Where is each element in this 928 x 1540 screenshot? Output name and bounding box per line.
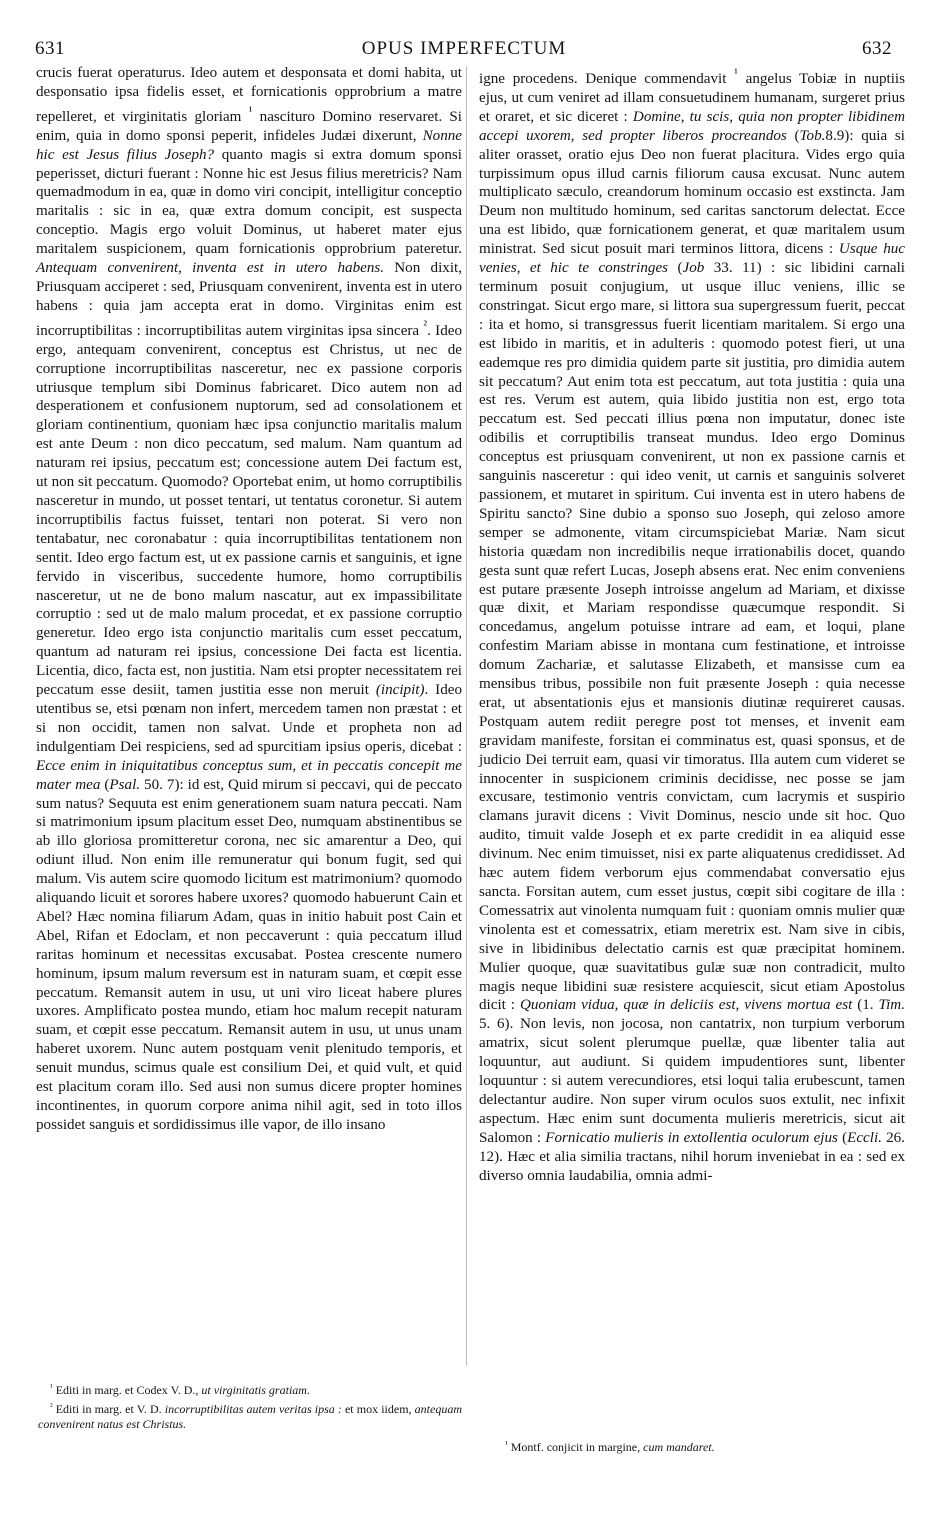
quote-antequam-convenirent: Antequam convenirent, inventa est in utero habens.	[36, 260, 385, 277]
left-footnotes	[38, 1380, 462, 1433]
footnote-r1: $^{^1}$ Montf. conjicit in margine, cum mandaret.	[505, 1439, 715, 1454]
running-title: OPUS IMPERFECTUM	[361, 38, 567, 59]
left-column	[36, 64, 462, 1135]
citation-eccli: Eccli.	[847, 1129, 882, 1146]
citation-tim: Tim.	[878, 997, 905, 1014]
left-page-number: 631	[35, 38, 65, 59]
right-page-number: 632	[862, 38, 892, 59]
left-column-text: crucis fuerat operaturus. Ideo autem et desponsata et domi habita, ut desponsatio ipsa fidelis esset, et fornicationis opprobrium a matre repelleret, et virginitatis gloriam $^{^1}$ nasciturо Domino reservaret. Si enim, quia in domo sponsi peperit, infideles Judæi dixerunt, Nonne hic est Jesus filius Joseph? quanto magis si extra domum sponsi peperisset, dicturi fuerant : Nonne hic est Jesus filius meretricis? Nam quemadmodum in ea, quæ in domo viri concipit, intelligitur conceptio maritalis : sic in ea, quæ extra domum concipit, est suspecta conceptio. Magis ergo voluit Dominus, ut haberet mater ejus maritalem suspicionem, quam fornicationis opprobrium pateretur. Antequam convenirent, inventa est in utero habens. Non dixit, Priusquam acciperet : sed, Priusquam convenirent, inventa est in utero habens : quia jam accepta erat in domo. Virginitas enim est incorruptibilitas : incorruptibilitas autem virginitas ipsa sincera $^{^2}$. Ideo ergo, antequam convenirent, conceptus est Christus, ut nec de corruptione incorruptibilitas nasceretur, nec ex passione corporis utriusque templum sibi Dominus fabricaret. Dico autem non ad desperationem et confusionem nuptorum, sed ad consolationem et gloriam continentium, quoniam hæc ipsa conjunctio maritalis malum est ante Deum : non dico peccatum, sed malum. Nam quantum ad naturam rei ipsius, peccatum est; concessione autem Dei factum est, ut non sit peccatum. Quomodo? Oportebat enim, ut homo corruptibilis nasceretur in mundo, ut posset tentari, ut tentatus coronetur. Si autem incorruptibilis factus fuisset, tentari non poterat. Si vero non tentabatur, nec coronabatur : quia incorruptibilitas tentationem non sentit. Ideo ergo factum est, ut ex passione carnis et sanguinis, et igne fervido in visceribus, succedente humore, homo corruptibilis nasceretur, ut ne de bono malum nascatur, aut ex impassibilitate corruptio : sed ut de malo malum procedat, et ex passione corruptio generetur. Ideo ergo ista conjunctio maritalis cum esset peccatum, quantum ad naturam rei ipsius, concessione Dei facta est licentia. Licentia, dico, facta est, non justitia. Nam etsi propter necessitatem rei peccatum esse desiit, tamen justitia esse non meruit (incipit). Ideo utentibus se, etsi pœnam non infert, mercedem tamen non præstat : et si non occidit, tamen non salvat. Unde et propheta non ad indulgentiam Dei respiciens, sed ad spurcitiam ipsius operis, dicebat : Ecce enim in iniquitatibus conceptus sum, et in peccatis concepit me mater mea (Psal. 50. 7): id est, Quid mirum si peccavi, qui de peccato sum natus? Sequuta est enim generationem suam natura peccati. Nam si matrimonium ipsum placitum esset Deo, numquam abstinentibus se ab illo gloriosa promitteretur corona, nec sic amarentur a Deo, qui odiunt illud. Non enim ille remuneratur qui bonum fugit, sed qui malum. Vis autem scire quomodo licitum est matrimonium? quomodo aliquando licuit et sorores habere uxores? quomodo habuerunt Cain et Abel? Hæc nomina filiarum Adam, quas in initio habuit post Cain et Abel, Rifan et Edoclam, et non peccaverunt : quia peccatum illud raritas hominum et necessitas excusabat. Postea crescente numero hominum, ipsum malum reversum est in naturam suam, et cœpit esse peccatum. Remansit autem in usu, ut uni viro liceat habere plures uxores. Amplificato postea mundo, etiam hoc malum recepit naturam suam, et cœpit esse peccatum. Remansit autem in usu, ut unus unam haberet uxorem. Nunc autem postquam venit plenitudo temporis, et senuit mundus, scimus quale est consilium Dei, et quid vult, et quid est placitum coram illo. Sed ausi non sumus dicere propter homines incontinentes, in quorum corpore anima nihil agit, sed in toto illos possidet sanguis et sordidissimus ille vapor, de illo insano	[36, 65, 463, 1133]
citation-job: Job	[682, 260, 705, 277]
citation-psal: Psal.	[109, 776, 141, 793]
footnote-ref-2: ²	[423, 317, 428, 332]
incipit-note: (incipit)	[375, 682, 425, 699]
quote-usque-huc: Usque huc venies, et hic te constringes	[479, 241, 905, 277]
footnote-1: $^{^1}$ Editi in marg. et Codex V. D., ut virginitatis gratiam.	[50, 1382, 310, 1397]
column-divider	[466, 66, 467, 1366]
right-footnotes	[493, 1437, 903, 1456]
quote-fornicatio: Fornicatio mulieris in extollentia oculorum ejus	[545, 1129, 838, 1146]
footnote-ref-r1: ¹	[734, 66, 738, 80]
quote-ecce-enim: Ecce enim in iniquitatibus conceptus sum, et in peccatis concepit me mater mea	[36, 757, 462, 793]
footnote-ref-1: ¹	[248, 103, 253, 118]
right-column	[479, 64, 905, 1186]
citation-tob: Tob.	[799, 127, 826, 144]
quote-domine-tu-scis: Domine, tu scis, quia non propter libidinem accepi uxorem, sed propter liberos procreandos	[479, 108, 905, 144]
right-column-text: igne procedens. Denique commendavit $^{^1}$ angelus Tobiæ in nuptiis ejus, ut cum veniret ad illam consuetudinem humanam, surgeret prius et oraret, et sic diceret : Domine, tu scis, quia non propter libidinem accepi uxorem, sed propter liberos procreandos (Tob.8.9): quia si aliter orasset, oratio ejus Deo non fuerat placitura. Vides ergo quia turpissimum opus illud carnis filiorum causa excusat. Nunc autem multiplicato sæculo, creandorum hominum occasio est exstincta. Jam Deum non multitudo hominum, sed caritas sanctorum delectat. Ecce una est libido, quæ fornicationem generat, et quæ maritalem usum ministrat. Sed sicut posuit mari terminos littora, dicens : Usque huc venies, et hic te constringes (Job 33. 11) : sic libidini carnali terminum posuit conjugium, ut usque illuc veniens, illic se constringat. Sicut ergo mare, si littora sua supergressum fuerit, peccat : ita et homo, si transgressus fuerit licentiam maritalem. Si ergo una est libido in maritis, et in adulteris : quomodo potest fieri, ut una eademque res pro dimidia quidem parte sit justitia, pro dimidia autem sit peccatum? Aut enim tota est peccatum, aut tota justitia : quia una est res. Verum est autem, quia libido justitia non est, ergo tota peccatum est. Sed peccati illius pœna non imputatur, donec iste odibilis et corruptibilis transeat mundus. Ideo ergo Dominus conceptus est priusquam convenirent, ut non ex passione carnis et sanguinis nasceretur : qui ideo venit, ut carnis et sanguinis solveret passionem, et mutaret in spiritum. Cui inventa est in utero habens de Spiritu sancto? Sine dubio a sponso suo Joseph, qui zeloso amore semper se admonente, vitam circumspiciebat Mariæ. Nam sicut historia quædam non incredibilis neque irrationabilis docet, quando gesta sunt quæ refert Lucas, Joseph absens erat. Nec enim conveniens est putare præsente Joseph introisse angelum ad Mariam, et dixisse quæ dixit, et Mariam respondisse quæcumque respondit. Si concedamus, angelum potuisse intrare ad eam, et loqui, plane confestim Mariam abisse in montana cum festinatione, et introisse domum Zachariæ, et salutasse Elizabeth, et mansisse cum ea mensibus tribus, possibile non fuit præsente Joseph : quia necesse erat, ut absentationis ejus et mansionis diutinæ requireret causas. Postquam autem rediit peregre post tot menses, et invenit eam gravidam manifeste, forsitan ei comminatus est, quasi sponsus, et de judicio Dei terruit eam, quasi vir timoratus. Illa autem cum videret se innocenter in suspicionem criminis decidisse, nec posse se jam excusare, testimonio ventris convictam, cum lacrymis et suspirio clamans juravit dicens : Vivit Dominus, nescio unde sit hoc. Quo audito, timuit valde Joseph et ex parte credidit in ea aliquid esse divinum. Nec enim timuisset, nisi ex parte aliquatenus credidisset. Ad hæc autem fidem verborum ejus commendabat conversatio ejus sancta. Forsitan autem, cum esset justus, cœpit sibi cogitare de illa : Comessatrix aut vinolenta numquam fuit : quoniam omnis mulier quæ vinolenta est et comessatrix, etiam meretrix est. Nam sive in cibis, sive in libidinibus delectatio carnis est quæ præcipitat hominem. Mulier quoque, quæ suavitatibus gulæ suæ non contradicit, multo magis neque libidini suæ resistere acquiescit, sicut etiam Apostolus dicit : Quoniam vidua, quæ in deliciis est, vivens mortua est (1. Tim. 5. 6). Non levis, non jocosa, non cantatrix, non turpium verborum amatrix, sicut solent plerumque puellæ, quæ libenter talia aut loquuntur, aut audiunt. Si quidem impudentiores sunt, libenter loquuntur : si autem verecundiores, etsi loqui talia erubescunt, tamen delectantur audire. Non super virum oculos suos extulit, nec infixit aspectum. Hæc enim sunt documenta mulieris meretricis, sicut ait Salomon : Fornicatio mulieris in extollentia oculorum ejus (Eccli. 26. 12). Hæc et alia similia tractans, nihil horum inveniebat in ea : sed ex diverso omnia laudabilia, omnia admi-	[479, 66, 905, 1184]
footnote-2: $^{^2}$ Editi in marg. et V. D. incorruptibilitas autem veritas ipsa : et mox iidem, antequam convenirent natus est Christus.	[38, 1401, 462, 1431]
quote-quoniam-vidua: Quoniam vidua, quæ in deliciis est, vivens mortua est	[519, 997, 853, 1014]
quote-nonne-hic: Nonne hic est Jesus filius Joseph?	[36, 127, 462, 163]
